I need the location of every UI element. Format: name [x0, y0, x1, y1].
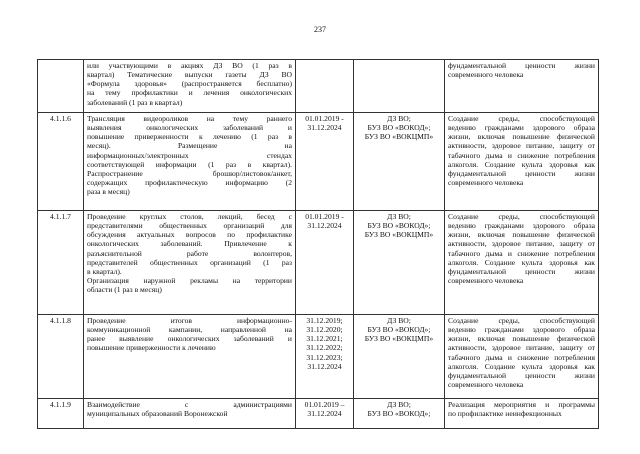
- expected-result-line: табачного дыма и снижение потребления: [448, 150, 595, 160]
- expected-result-line: по профилактике неинфекционных: [448, 409, 562, 419]
- deadline: [296, 315, 354, 399]
- executors: [354, 113, 445, 211]
- expected-result: [445, 315, 599, 399]
- deadline-line: 31.12.2023;: [306, 352, 343, 362]
- page-number: 237: [314, 25, 326, 34]
- executors-line: ДЗ ВО;: [387, 316, 411, 325]
- deadline-line: 31.12.2024: [307, 361, 342, 371]
- measure-description-line: ранее выявление онкологических заболеваний и: [87, 334, 292, 344]
- measure-description-line: области (1 раз в месяц): [87, 285, 162, 295]
- measure-description-line: или участвующими в акциях ДЗ ВО (1 раз в: [87, 61, 292, 70]
- measure-description-line: месяц). Размещение на: [87, 141, 292, 151]
- expected-result-line: современного человека: [448, 276, 524, 286]
- executors-line: БУЗ ВО «ВОКЦМП»: [364, 230, 434, 240]
- deadline-line: 31.12.2024: [307, 123, 342, 133]
- deadline: [296, 399, 354, 429]
- measure-description-line: заболеваний (1 раз в квартал): [87, 97, 183, 107]
- expected-result-line: активности, здоровое питание, защиту от: [448, 141, 595, 151]
- table-row: [38, 211, 599, 315]
- measure-description-line: представителями общественных организаций для: [87, 221, 292, 231]
- expected-result-line: фундаментальной ценности жизни: [448, 168, 595, 178]
- expected-result-line: алкоголя. Создание культа здоровья как: [448, 159, 595, 169]
- expected-result-line: фундаментальной ценности жизни: [448, 266, 595, 276]
- expected-result-line: табачного дыма и снижение потребления: [448, 352, 595, 362]
- executors-line: БУЗ ВО «ВОКОД»;: [367, 325, 431, 335]
- table-row: [38, 60, 599, 113]
- row-number: 4.1.1.9: [38, 399, 84, 429]
- expected-result-line: ведению гражданами здорового образа: [448, 325, 595, 335]
- measure-description-line: обсуждения актуальных вопросов по профилактике: [87, 230, 292, 240]
- deadline-line: 31.12.2021;: [306, 334, 343, 344]
- expected-result-line: жизни, включая повышение физической: [448, 132, 595, 142]
- measure-description-line: на тему профилактики и лечения онкологических: [87, 88, 292, 98]
- table-row: [38, 399, 599, 429]
- measure-description: [84, 315, 296, 399]
- expected-result-line: активности, здоровое питание, защиту от: [448, 343, 595, 353]
- expected-result-line: Создание среды, способствующей: [448, 114, 595, 123]
- expected-result-line: современного человека: [448, 178, 524, 188]
- executors-line: БУЗ ВО «ВОКОД»;: [367, 409, 431, 419]
- deadline-line: 31.12.2020;: [306, 325, 343, 335]
- deadline-line: 01.01.2019 -: [305, 114, 344, 123]
- measure-description-line: Организация наружной рекламы на территории: [87, 276, 292, 286]
- measure-description-line: раза в месяц): [87, 187, 130, 197]
- measure-description-line: муниципальных образований Воронежской: [87, 409, 228, 419]
- measure-description: [84, 399, 296, 429]
- expected-result: [445, 113, 599, 211]
- deadline: [296, 211, 354, 315]
- measure-description-line: Распространение брошюр/листовок/анкет,: [87, 168, 292, 178]
- measure-description-line: в квартал).: [87, 266, 122, 276]
- executors-line: ДЗ ВО;: [387, 212, 411, 221]
- executors-line: БУЗ ВО «ВОКЦМП»: [364, 132, 434, 142]
- executors: [354, 399, 445, 429]
- expected-result-line: Создание среды, способствующей: [448, 212, 595, 221]
- measure-description-line: выявления онкологических заболеваний и: [87, 123, 292, 133]
- deadline: [296, 113, 354, 211]
- deadline-line: 31.12.2019;: [306, 316, 343, 325]
- measures-table: [37, 59, 599, 429]
- expected-result-line: табачного дыма и снижение потребления: [448, 248, 595, 258]
- measure-description-line: «Формула здоровья» (распространяется бесплатно): [87, 79, 292, 89]
- expected-result-line: ведению гражданами здорового образа: [448, 221, 595, 231]
- measure-description: [84, 60, 296, 113]
- deadline: [296, 60, 354, 113]
- executors-line: БУЗ ВО «ВОКОД»;: [367, 123, 431, 133]
- executors: [354, 211, 445, 315]
- measure-description-line: квартал) Тематические выпуски газеты ДЗ ВО: [87, 70, 292, 80]
- measure-description-line: онкологических заболеваний. Привлечение к: [87, 239, 292, 249]
- expected-result-line: ведению гражданами здорового образа: [448, 123, 595, 133]
- executors: [354, 315, 445, 399]
- measure-description: [84, 113, 296, 211]
- measure-description-line: представителей общественных организаций (1 раз: [87, 257, 292, 267]
- measure-description-line: соответствующей информации (1 раз в квартал).: [87, 159, 292, 169]
- measure-description-line: информационных/электронных стендах: [87, 150, 292, 160]
- expected-result-line: алкоголя. Создание культа здоровья как: [448, 361, 595, 371]
- deadline-line: 01.01.2019 -: [305, 212, 344, 221]
- executors: [354, 60, 445, 113]
- expected-result-line: алкоголя. Создание культа здоровья как: [448, 257, 595, 267]
- measure-description-line: Проведение круглых столов, лекций, бесед с: [87, 212, 292, 221]
- table-row: [38, 113, 599, 211]
- expected-result-line: современного человека: [448, 380, 524, 390]
- expected-result-line: Создание среды, способствующей: [448, 316, 595, 325]
- expected-result: [445, 60, 599, 113]
- executors-line: ДЗ ВО;: [387, 400, 411, 409]
- table-row: [38, 315, 599, 399]
- measure-description-line: Трансляция видеороликов на тему раннего: [87, 114, 292, 123]
- deadline-line: 31.12.2022;: [306, 343, 343, 353]
- measure-description-line: повышение приверженности к лечению (1 раз в: [87, 132, 292, 142]
- measure-description-line: содержащих профилактическую информацию (2: [87, 178, 292, 188]
- executors-line: БУЗ ВО «ВОКЦМП»: [364, 334, 434, 344]
- expected-result-line: фундаментальной ценности жизни: [448, 61, 595, 70]
- expected-result: [445, 399, 599, 429]
- measure-description-line: повышение приверженности к лечению: [87, 343, 216, 353]
- measure-description-line: коммуникационной кампании, направленной на: [87, 325, 292, 335]
- row-number: 4.1.1.7: [38, 211, 84, 315]
- row-number: [38, 60, 84, 113]
- measure-description-line: Проведение итогов информационно-: [87, 316, 292, 325]
- deadline-line: 31.12.2024: [307, 221, 342, 231]
- expected-result-line: жизни, включая повышение физической: [448, 230, 595, 240]
- expected-result-line: активности, здоровое питание, защиту от: [448, 239, 595, 249]
- executors-line: БУЗ ВО «ВОКОД»;: [367, 221, 431, 231]
- deadline-line: 31.12.2024: [307, 409, 342, 419]
- deadline-line: 01.01.2019 –: [304, 400, 345, 409]
- row-number: 4.1.1.6: [38, 113, 84, 211]
- expected-result-line: современного человека: [448, 70, 524, 80]
- expected-result-line: жизни, включая повышение физической: [448, 334, 595, 344]
- expected-result-line: Реализация мероприятия и программы: [448, 400, 595, 409]
- row-number: 4.1.1.8: [38, 315, 84, 399]
- measure-description-line: разъяснительной работе волонтеров,: [87, 248, 292, 258]
- expected-result: [445, 211, 599, 315]
- measure-description-line: Взаимодействие с администрациями: [87, 400, 292, 409]
- expected-result-line: фундаментальной ценности жизни: [448, 370, 595, 380]
- measure-description: [84, 211, 296, 315]
- executors-line: ДЗ ВО;: [387, 114, 411, 123]
